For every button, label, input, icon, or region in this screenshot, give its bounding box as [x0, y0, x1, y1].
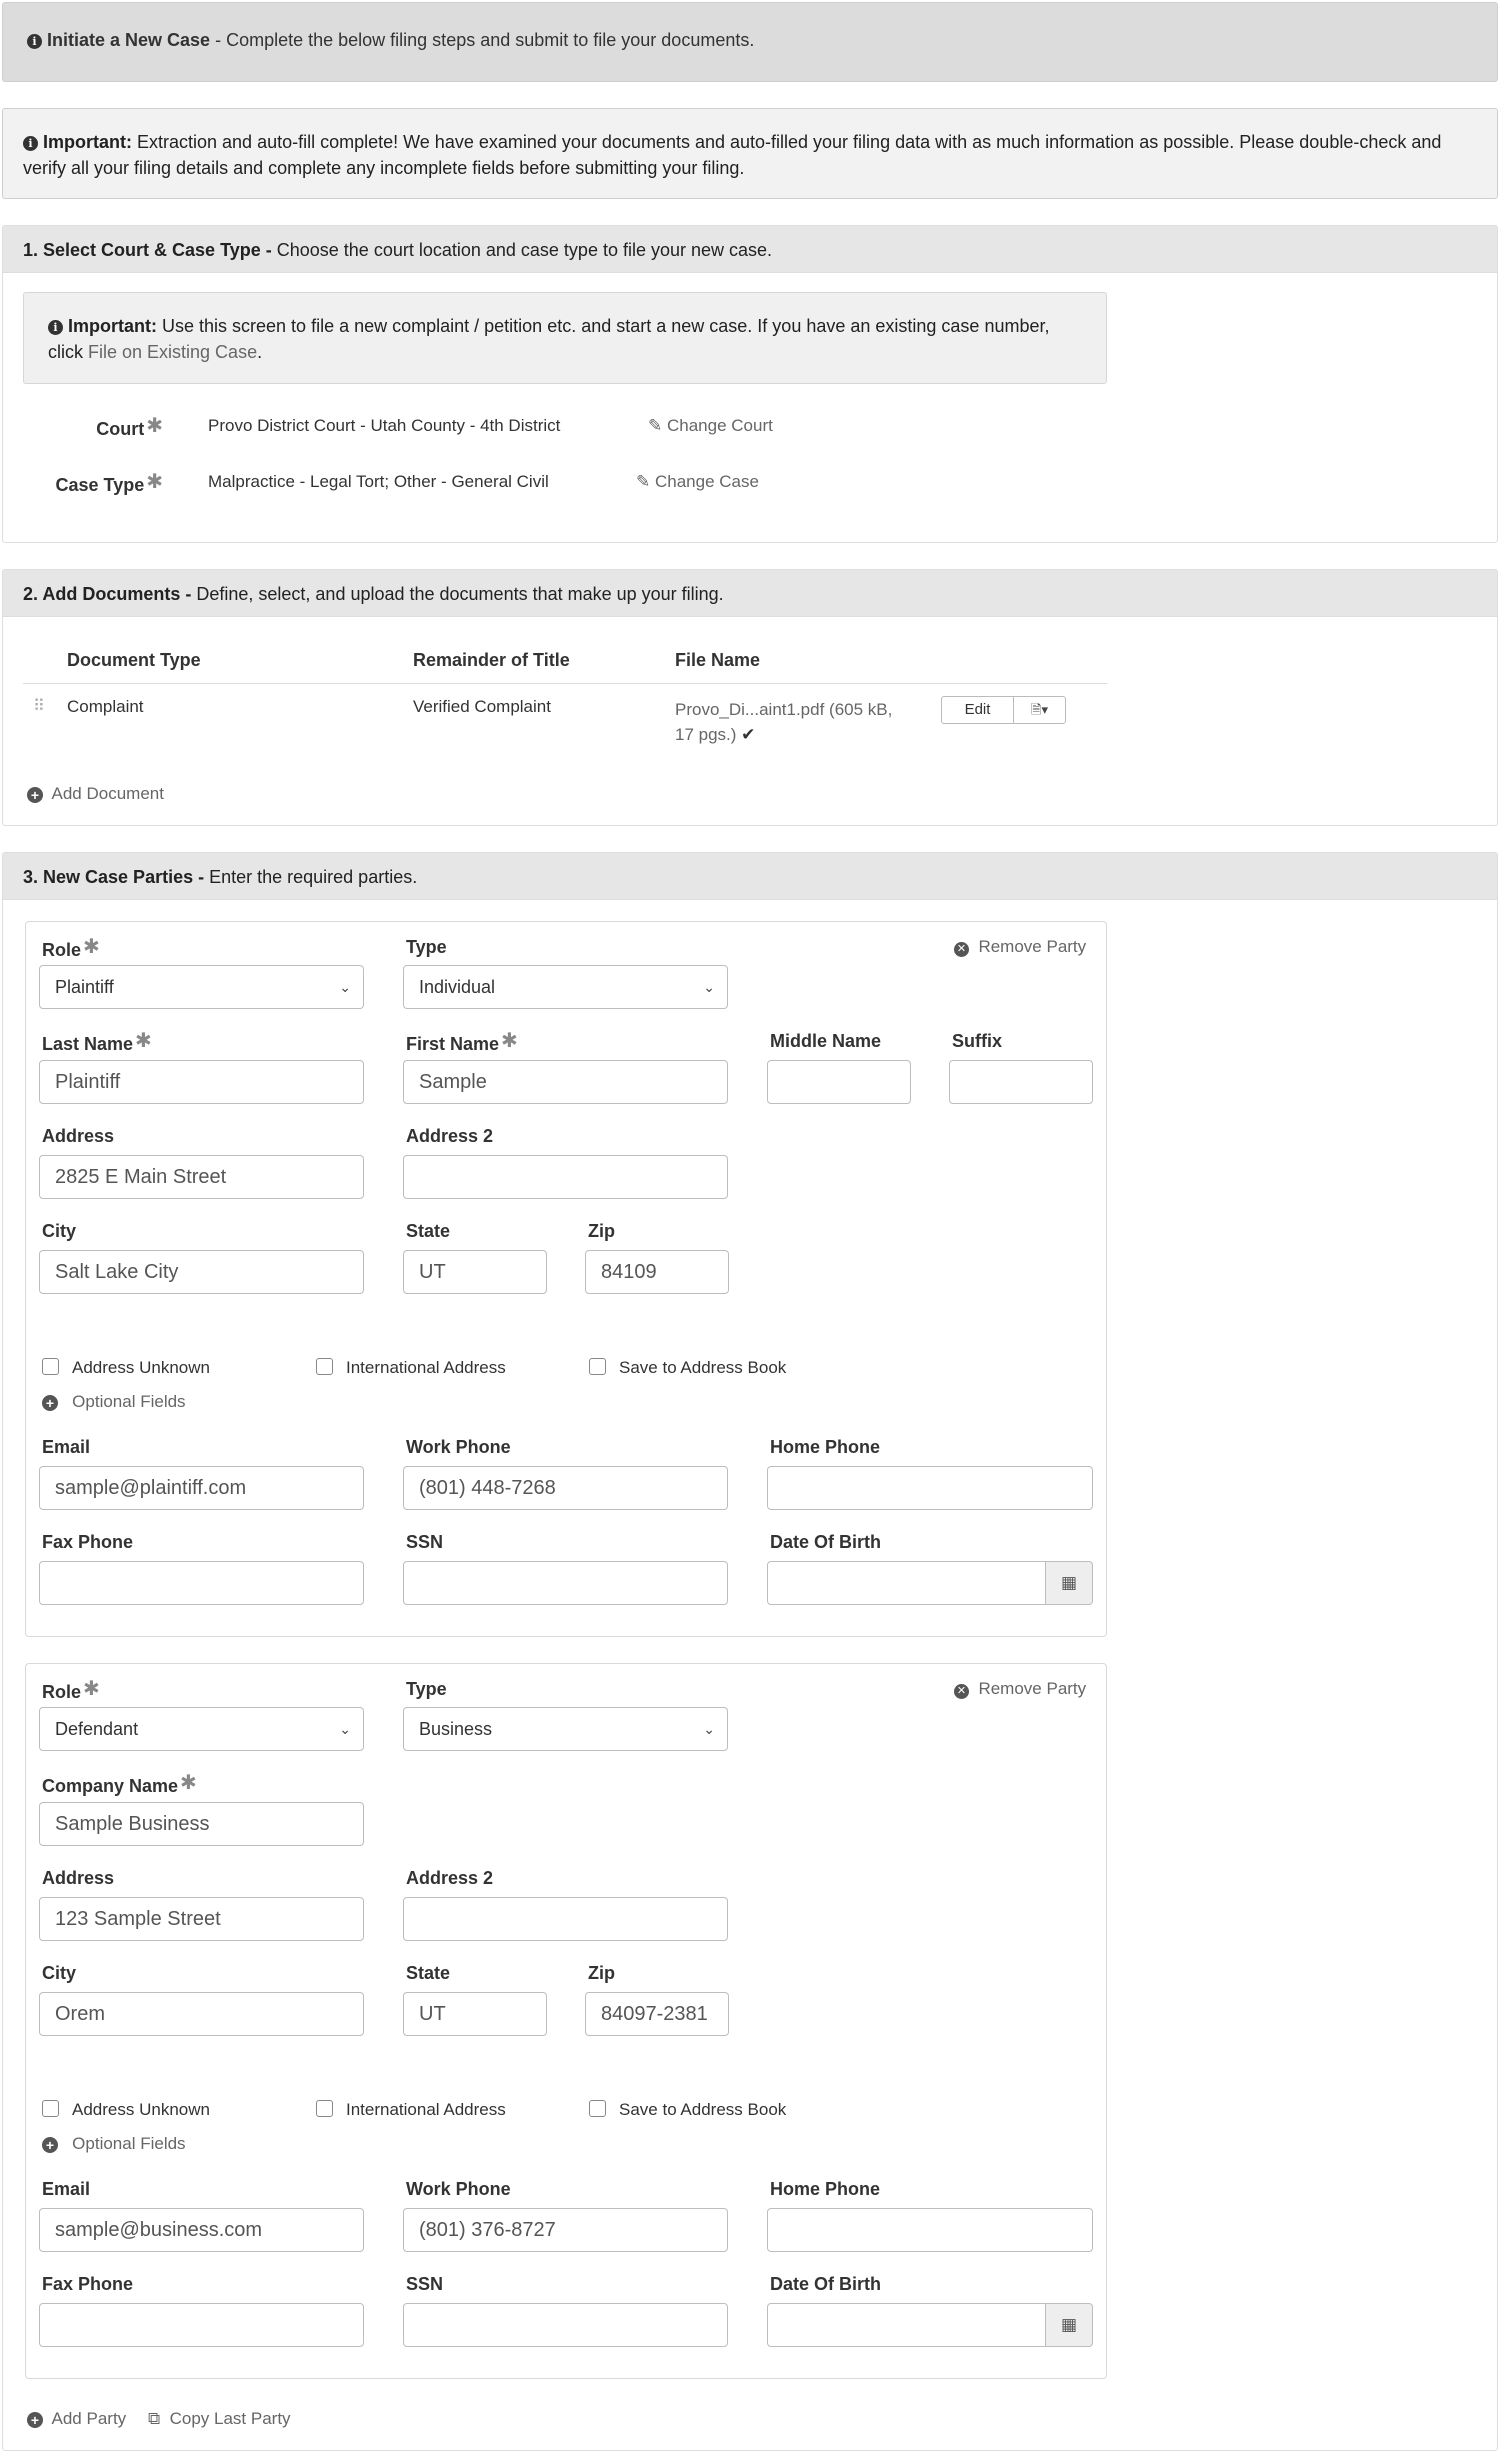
home-phone-label: Home Phone	[770, 1437, 881, 1457]
plus-circle-icon: +	[42, 1395, 58, 1411]
type-value: Business	[419, 1719, 493, 1739]
drag-handle-icon[interactable]: ⠿	[33, 698, 43, 715]
doc-type-cell: Complaint	[67, 697, 144, 716]
copy-last-party-button[interactable]	[148, 2409, 291, 2429]
zip-label: Zip	[588, 1221, 615, 1241]
role-value: Defendant	[55, 1719, 139, 1739]
plus-circle-icon: +	[27, 787, 43, 803]
edit-icon: ✎	[648, 416, 663, 435]
work-phone-label: Work Phone	[406, 2179, 511, 2199]
copy-icon: ⧉	[148, 2409, 161, 2428]
role-select[interactable]	[39, 1707, 364, 1751]
case-type-value: Malpractice - Legal Tort; Other - General Civil	[208, 472, 549, 491]
col-document-type: Document Type	[67, 650, 201, 670]
required-asterisk: ✱	[83, 1678, 100, 1700]
role-label-text: Role	[42, 940, 82, 960]
plus-circle-icon: +	[42, 2137, 58, 2153]
address-unknown-checkbox[interactable]	[42, 2100, 59, 2117]
first-name-label-text: First Name	[406, 1034, 500, 1054]
remove-party-label: Remove Party	[978, 1679, 1087, 1698]
court-value: Provo District Court - Utah County - 4th District	[208, 416, 561, 435]
role-select[interactable]	[39, 965, 364, 1009]
section-desc: Define, select, and upload the documents that make up your filing.	[191, 584, 724, 604]
role-value: Plaintiff	[55, 977, 114, 997]
work-phone-input[interactable]: (801) 376-8727	[403, 2208, 728, 2252]
required-asterisk: ✱	[180, 1772, 197, 1794]
info-icon: i	[48, 320, 63, 335]
save-address-book-checkbox[interactable]	[589, 1358, 606, 1375]
required-asterisk: ✱	[135, 1030, 152, 1052]
address2-input[interactable]	[403, 1155, 728, 1199]
address-label: Address	[42, 1126, 115, 1146]
save-address-book-label: Save to Address Book	[619, 2100, 787, 2119]
first-name-label	[406, 1028, 518, 1055]
type-value: Individual	[419, 977, 496, 997]
section-desc: Enter the required parties.	[204, 867, 418, 887]
add-party-label: Add Party	[51, 2409, 127, 2428]
city-input[interactable]: Salt Lake City	[39, 1250, 364, 1294]
zip-input[interactable]: 84097-2381	[585, 1992, 729, 2036]
copy-last-party-label: Copy Last Party	[169, 2409, 291, 2428]
ssn-input[interactable]	[403, 1561, 728, 1605]
section-court-case-type	[2, 225, 1498, 543]
party-defendant	[25, 1663, 1107, 2379]
col-remainder-of-title: Remainder of Title	[413, 650, 570, 670]
address2-input[interactable]	[403, 1897, 728, 1941]
type-label: Type	[406, 937, 447, 957]
remove-party-label: Remove Party	[978, 937, 1087, 956]
chevron-down-icon: ⌄	[339, 979, 351, 995]
city-input[interactable]: Orem	[39, 1992, 364, 2036]
doc-remainder-cell: Verified Complaint	[413, 697, 551, 716]
required-asterisk: ✱	[146, 415, 163, 437]
section-header	[3, 853, 1497, 900]
address-unknown-label: Address Unknown	[72, 2100, 210, 2119]
first-name-input[interactable]: Sample	[403, 1060, 728, 1104]
file-name-cell	[675, 697, 892, 747]
change-case-button[interactable]	[636, 472, 759, 492]
type-select[interactable]	[403, 965, 728, 1009]
close-circle-icon: ✕	[954, 942, 969, 957]
address2-label: Address 2	[406, 1868, 494, 1888]
edit-document-button[interactable]: Edit	[941, 696, 1014, 724]
check-icon: ✔	[741, 725, 756, 744]
role-label-text: Role	[42, 1682, 82, 1702]
fax-phone-label: Fax Phone	[42, 2274, 134, 2294]
work-phone-input[interactable]: (801) 448-7268	[403, 1466, 728, 1510]
change-case-label: Change Case	[654, 472, 759, 491]
email-label: Email	[42, 2179, 91, 2199]
add-party-button[interactable]	[27, 2409, 126, 2429]
work-phone-label: Work Phone	[406, 1437, 511, 1457]
company-name-label	[42, 1770, 197, 1797]
save-address-book-checkbox[interactable]	[589, 2100, 606, 2117]
court-label	[3, 413, 163, 440]
fax-phone-label: Fax Phone	[42, 1532, 134, 1552]
middle-name-input[interactable]	[767, 1060, 911, 1104]
close-circle-icon: ✕	[954, 1684, 969, 1699]
file-icon: 🗎	[1031, 702, 1042, 717]
section-add-documents	[2, 569, 1498, 826]
required-asterisk: ✱	[83, 936, 100, 958]
edit-icon: ✎	[636, 472, 651, 491]
document-actions-dropdown[interactable]	[1013, 696, 1066, 724]
section-desc: Choose the court location and case type to file your new case.	[271, 240, 773, 260]
file-name-line1: Provo_Di...aint1.pdf (605 kB,	[675, 700, 893, 719]
alert-end: .	[257, 342, 263, 362]
international-address-checkbox[interactable]	[316, 2100, 333, 2117]
city-label: City	[42, 1963, 77, 1983]
new-case-alert	[23, 292, 1107, 384]
col-file-name: File Name	[675, 650, 761, 670]
ssn-input[interactable]	[403, 2303, 728, 2347]
email-label: Email	[42, 1437, 91, 1457]
home-phone-input[interactable]	[767, 1466, 1093, 1510]
ssn-label: SSN	[406, 1532, 444, 1552]
last-name-label-text: Last Name	[42, 1034, 134, 1054]
last-name-input[interactable]: Plaintiff	[39, 1060, 364, 1104]
caret-down-icon: ▾	[1041, 702, 1048, 717]
change-court-label: Change Court	[666, 416, 773, 435]
state-input[interactable]: UT	[403, 1992, 547, 2036]
company-name-input[interactable]: Sample Business	[39, 1802, 364, 1846]
section-header	[3, 226, 1497, 273]
calendar-icon[interactable]: ▦	[1045, 2303, 1093, 2347]
dob-label: Date Of Birth	[770, 2274, 882, 2294]
suffix-label: Suffix	[952, 1031, 1003, 1051]
chevron-down-icon: ⌄	[703, 1721, 715, 1737]
company-name-label-text: Company Name	[42, 1776, 179, 1796]
type-select[interactable]	[403, 1707, 728, 1751]
email-input[interactable]: sample@business.com	[39, 2208, 364, 2252]
home-phone-input[interactable]	[767, 2208, 1093, 2252]
page-header	[2, 2, 1498, 82]
court-label-text: Court	[96, 419, 145, 439]
optional-fields-toggle[interactable]	[42, 1392, 186, 1412]
required-asterisk: ✱	[146, 471, 163, 493]
chevron-down-icon: ⌄	[339, 1721, 351, 1737]
role-label	[42, 934, 100, 961]
calendar-icon[interactable]: ▦	[1045, 1561, 1093, 1605]
change-court-button[interactable]	[648, 416, 773, 436]
table-divider	[23, 683, 1107, 684]
page-subtitle: - Complete the below filing steps and submit to file your documents.	[210, 30, 755, 50]
role-label	[42, 1676, 100, 1703]
info-icon: i	[27, 34, 42, 49]
add-document-button[interactable]	[27, 784, 164, 804]
dob-input[interactable]	[767, 2303, 1046, 2347]
section-new-case-parties	[2, 852, 1498, 2451]
add-document-label: Add Document	[51, 784, 164, 803]
required-asterisk: ✱	[501, 1030, 518, 1052]
international-address-label: International Address	[346, 1358, 506, 1377]
section-title: 2. Add Documents -	[23, 584, 192, 604]
chevron-down-icon: ⌄	[703, 979, 715, 995]
optional-fields-label: Optional Fields	[72, 2134, 186, 2153]
save-address-book-label: Save to Address Book	[619, 1358, 787, 1377]
type-label: Type	[406, 1679, 447, 1699]
address-unknown-label: Address Unknown	[72, 1358, 210, 1377]
section-title: 3. New Case Parties -	[23, 867, 205, 887]
address-label: Address	[42, 1868, 115, 1888]
autofill-notice	[2, 108, 1498, 199]
file-name-line2: 17 pgs.)	[675, 725, 737, 744]
section-header	[3, 570, 1497, 617]
state-label: State	[406, 1221, 451, 1241]
last-name-label	[42, 1028, 152, 1055]
city-label: City	[42, 1221, 77, 1241]
optional-fields-label: Optional Fields	[72, 1392, 186, 1411]
plus-circle-icon: +	[27, 2412, 43, 2428]
address2-label: Address 2	[406, 1126, 494, 1146]
ssn-label: SSN	[406, 2274, 444, 2294]
zip-label: Zip	[588, 1963, 615, 1983]
zip-input[interactable]: 84109	[585, 1250, 729, 1294]
email-input[interactable]: sample@plaintiff.com	[39, 1466, 364, 1510]
file-existing-case-link[interactable]: File on Existing Case	[88, 342, 258, 362]
dob-input[interactable]	[767, 1561, 1046, 1605]
remove-party-button[interactable]	[954, 1679, 1086, 1699]
suffix-input[interactable]	[949, 1060, 1093, 1104]
fax-phone-input[interactable]	[39, 1561, 364, 1605]
page-title: Initiate a New Case	[47, 30, 211, 50]
optional-fields-toggle[interactable]	[42, 2134, 186, 2154]
alert-bold: Important:	[68, 316, 157, 336]
international-address-label: International Address	[346, 2100, 506, 2119]
remove-party-button[interactable]	[954, 937, 1086, 957]
address-input[interactable]: 123 Sample Street	[39, 1897, 364, 1941]
fax-phone-input[interactable]	[39, 2303, 364, 2347]
case-type-label	[3, 469, 163, 496]
party-plaintiff	[25, 921, 1107, 1637]
notice-bold: Important:	[43, 132, 132, 152]
dob-label: Date Of Birth	[770, 1532, 882, 1552]
notice-text: Extraction and auto-fill complete! We have examined your documents and auto-filled your filing data with as much information as possible. Please double-check and verify all your filing details and complete any incomplete fields before submitting your filing.	[23, 132, 1442, 178]
address-unknown-checkbox[interactable]	[42, 1358, 59, 1375]
home-phone-label: Home Phone	[770, 2179, 881, 2199]
alert-text: Use this screen to file a new complaint / petition etc. and start a new case. If you have an existing case number, click	[48, 316, 1050, 362]
case-type-label-text: Case Type	[55, 475, 145, 495]
state-input[interactable]: UT	[403, 1250, 547, 1294]
address-input[interactable]: 2825 E Main Street	[39, 1155, 364, 1199]
section-title: 1. Select Court & Case Type -	[23, 240, 272, 260]
state-label: State	[406, 1963, 451, 1983]
middle-name-label: Middle Name	[770, 1031, 882, 1051]
info-icon: i	[23, 136, 38, 151]
international-address-checkbox[interactable]	[316, 1358, 333, 1375]
